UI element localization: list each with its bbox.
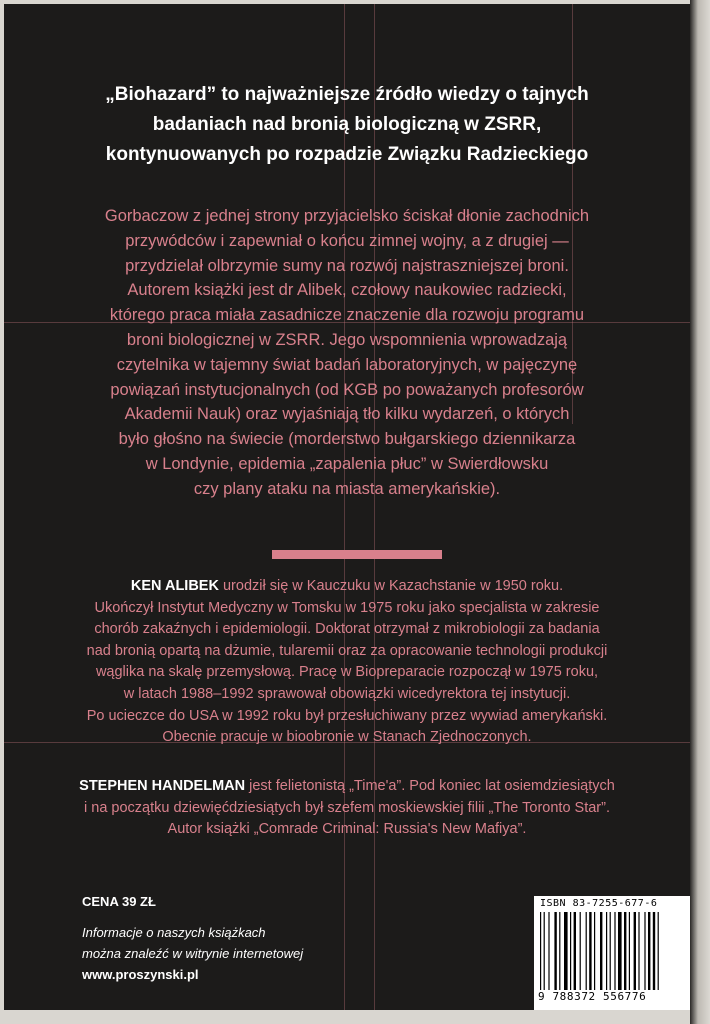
description-line: Autorem książki jest dr Alibek, czołowy naukowiec radziecki, [127,281,567,300]
isbn-label: ISBN 83-7255-677-6 [540,898,658,909]
barcode-bar [658,912,659,990]
barcode-bar [634,912,636,990]
author-name: KEN ALIBEK [130,578,219,594]
publisher-info [82,922,382,985]
description-line: Akademii Nauk) oraz wyjaśniają tło kilku wydarzeń, o których [124,405,570,424]
page-edge [690,0,710,1024]
barcode-bar [574,912,576,990]
price-label: CENA 39 ZŁ [82,894,156,909]
barcode-bar [540,912,541,990]
barcode-bar [548,912,549,990]
barcode [534,896,690,1010]
coauthor-bio-line [24,776,670,798]
barcode-bar [629,912,630,990]
author-bio-line: Obecnie pracuje w bioobronie w Stanach Zjednoczonych. [162,729,532,746]
barcode-bar [594,912,595,990]
barcode-bar [618,912,622,990]
headline-line: kontynuowanych po rozpadzie Związku Radzieckiego [105,144,589,165]
barcode-bar [580,912,581,990]
publisher-url[interactable]: www.proszynski.pl [82,967,199,982]
barcode-bar [610,912,611,990]
description-line: Gorbaczow z jednej strony przyjacielsko ściskał dłonie zachodnich [104,207,590,225]
barcode-bar [653,912,655,990]
author-bio-line [24,576,670,598]
publisher-info-line: Informacje o naszych książkach [82,925,266,940]
description [40,204,654,502]
description-line: czytelnika w tajemny świat badań laboratoryjnych, w pajęczynę [116,355,578,374]
barcode-bar [638,912,639,990]
coauthor-bio [24,776,670,841]
description-line: którego praca miała zasadnicze znaczenie dla rozwoju programu [109,306,585,325]
description-line: było głośno na świecie (morderstwo bułgarskiego dziennikarza [118,430,576,449]
description-line: przydzielał olbrzymie sumy na rozwój najstraszniejszej broni. [125,256,569,275]
barcode-bar [564,912,568,990]
coauthor-bio-line: Autor książki „Comrade Criminal: Russia's New Mafiya”. [167,821,527,838]
headline-line: „Biohazard” to najważniejsze źródło wiedzy o tajnych [105,84,589,105]
barcode-bar [554,912,556,990]
description-line: powiązań instytucjonalnych (od KGB po poważanych profesorów [110,380,584,399]
barcode-bar [614,912,615,990]
publisher-info-line: można znaleźć w witrynie internetowej [82,946,304,961]
coauthor-bio-text: jest felietonistą „Time'a”. Pod koniec lat osiemdziesiątych [245,778,615,794]
author-bio [24,576,670,749]
barcode-bar [544,912,545,990]
coauthor-bio-line: i na początku dziewięćdziesiątych był szefem moskiewskiej filii „The Toronto Star”. [84,799,610,816]
coauthor-name: STEPHEN HANDELMAN [79,778,246,794]
barcode-bar [606,912,607,990]
author-bio-text: urodził się w Kauczuku w Kazachstanie w 1950 roku. [218,578,564,594]
description-line: w Londynie, epidemia „zapalenia płuc” w Swierdłowsku [145,454,549,473]
barcode-bar [624,912,626,990]
headline [44,80,650,170]
description-line: broni biologicznej w ZSRR. Jego wspomnienia wprowadzają [126,330,568,349]
book-back-cover [4,4,690,1010]
barcode-bar [570,912,571,990]
author-bio-line: Ukończył Instytut Medyczny w Tomsku w 1975 roku jako specjalista w zakresie [94,599,600,616]
barcode-bar [586,912,587,990]
author-bio-line: wąglika na skalę przemysłową. Pracę w Biopreparacie rozpoczął w 1975 roku, [95,664,599,681]
barcode-bar [589,912,591,990]
ean-label: 9 788372 556776 [538,990,647,1003]
barcode-bar [559,912,560,990]
headline-line: badaniach nad bronią biologiczną w ZSRR, [152,114,542,135]
author-bio-line: Po ucieczce do USA w 1992 roku był przesłuchiwany przez wywiad amerykański. [86,707,608,724]
author-bio-line: w latach 1988–1992 sprawował obowiązki wicedyrektora tej instytucji. [123,685,571,702]
divider [272,550,442,559]
description-line: czy plany ataku na miasta amerykańskie). [193,479,501,498]
barcode-bar [648,912,650,990]
author-bio-line: nad bronią opartą na dżumie, tularemii oraz za opracowanie technologii produkcji [86,642,608,659]
barcode-bars [538,912,686,990]
description-line: przywódców i zapewniał o końcu zimnej wojny, a z drugiej — [125,231,569,250]
barcode-bar [644,912,645,990]
author-bio-line: chorób zakaźnych i epidemiologii. Doktorat otrzymał z mikrobiologii za badania [94,621,600,638]
barcode-bar [600,912,602,990]
